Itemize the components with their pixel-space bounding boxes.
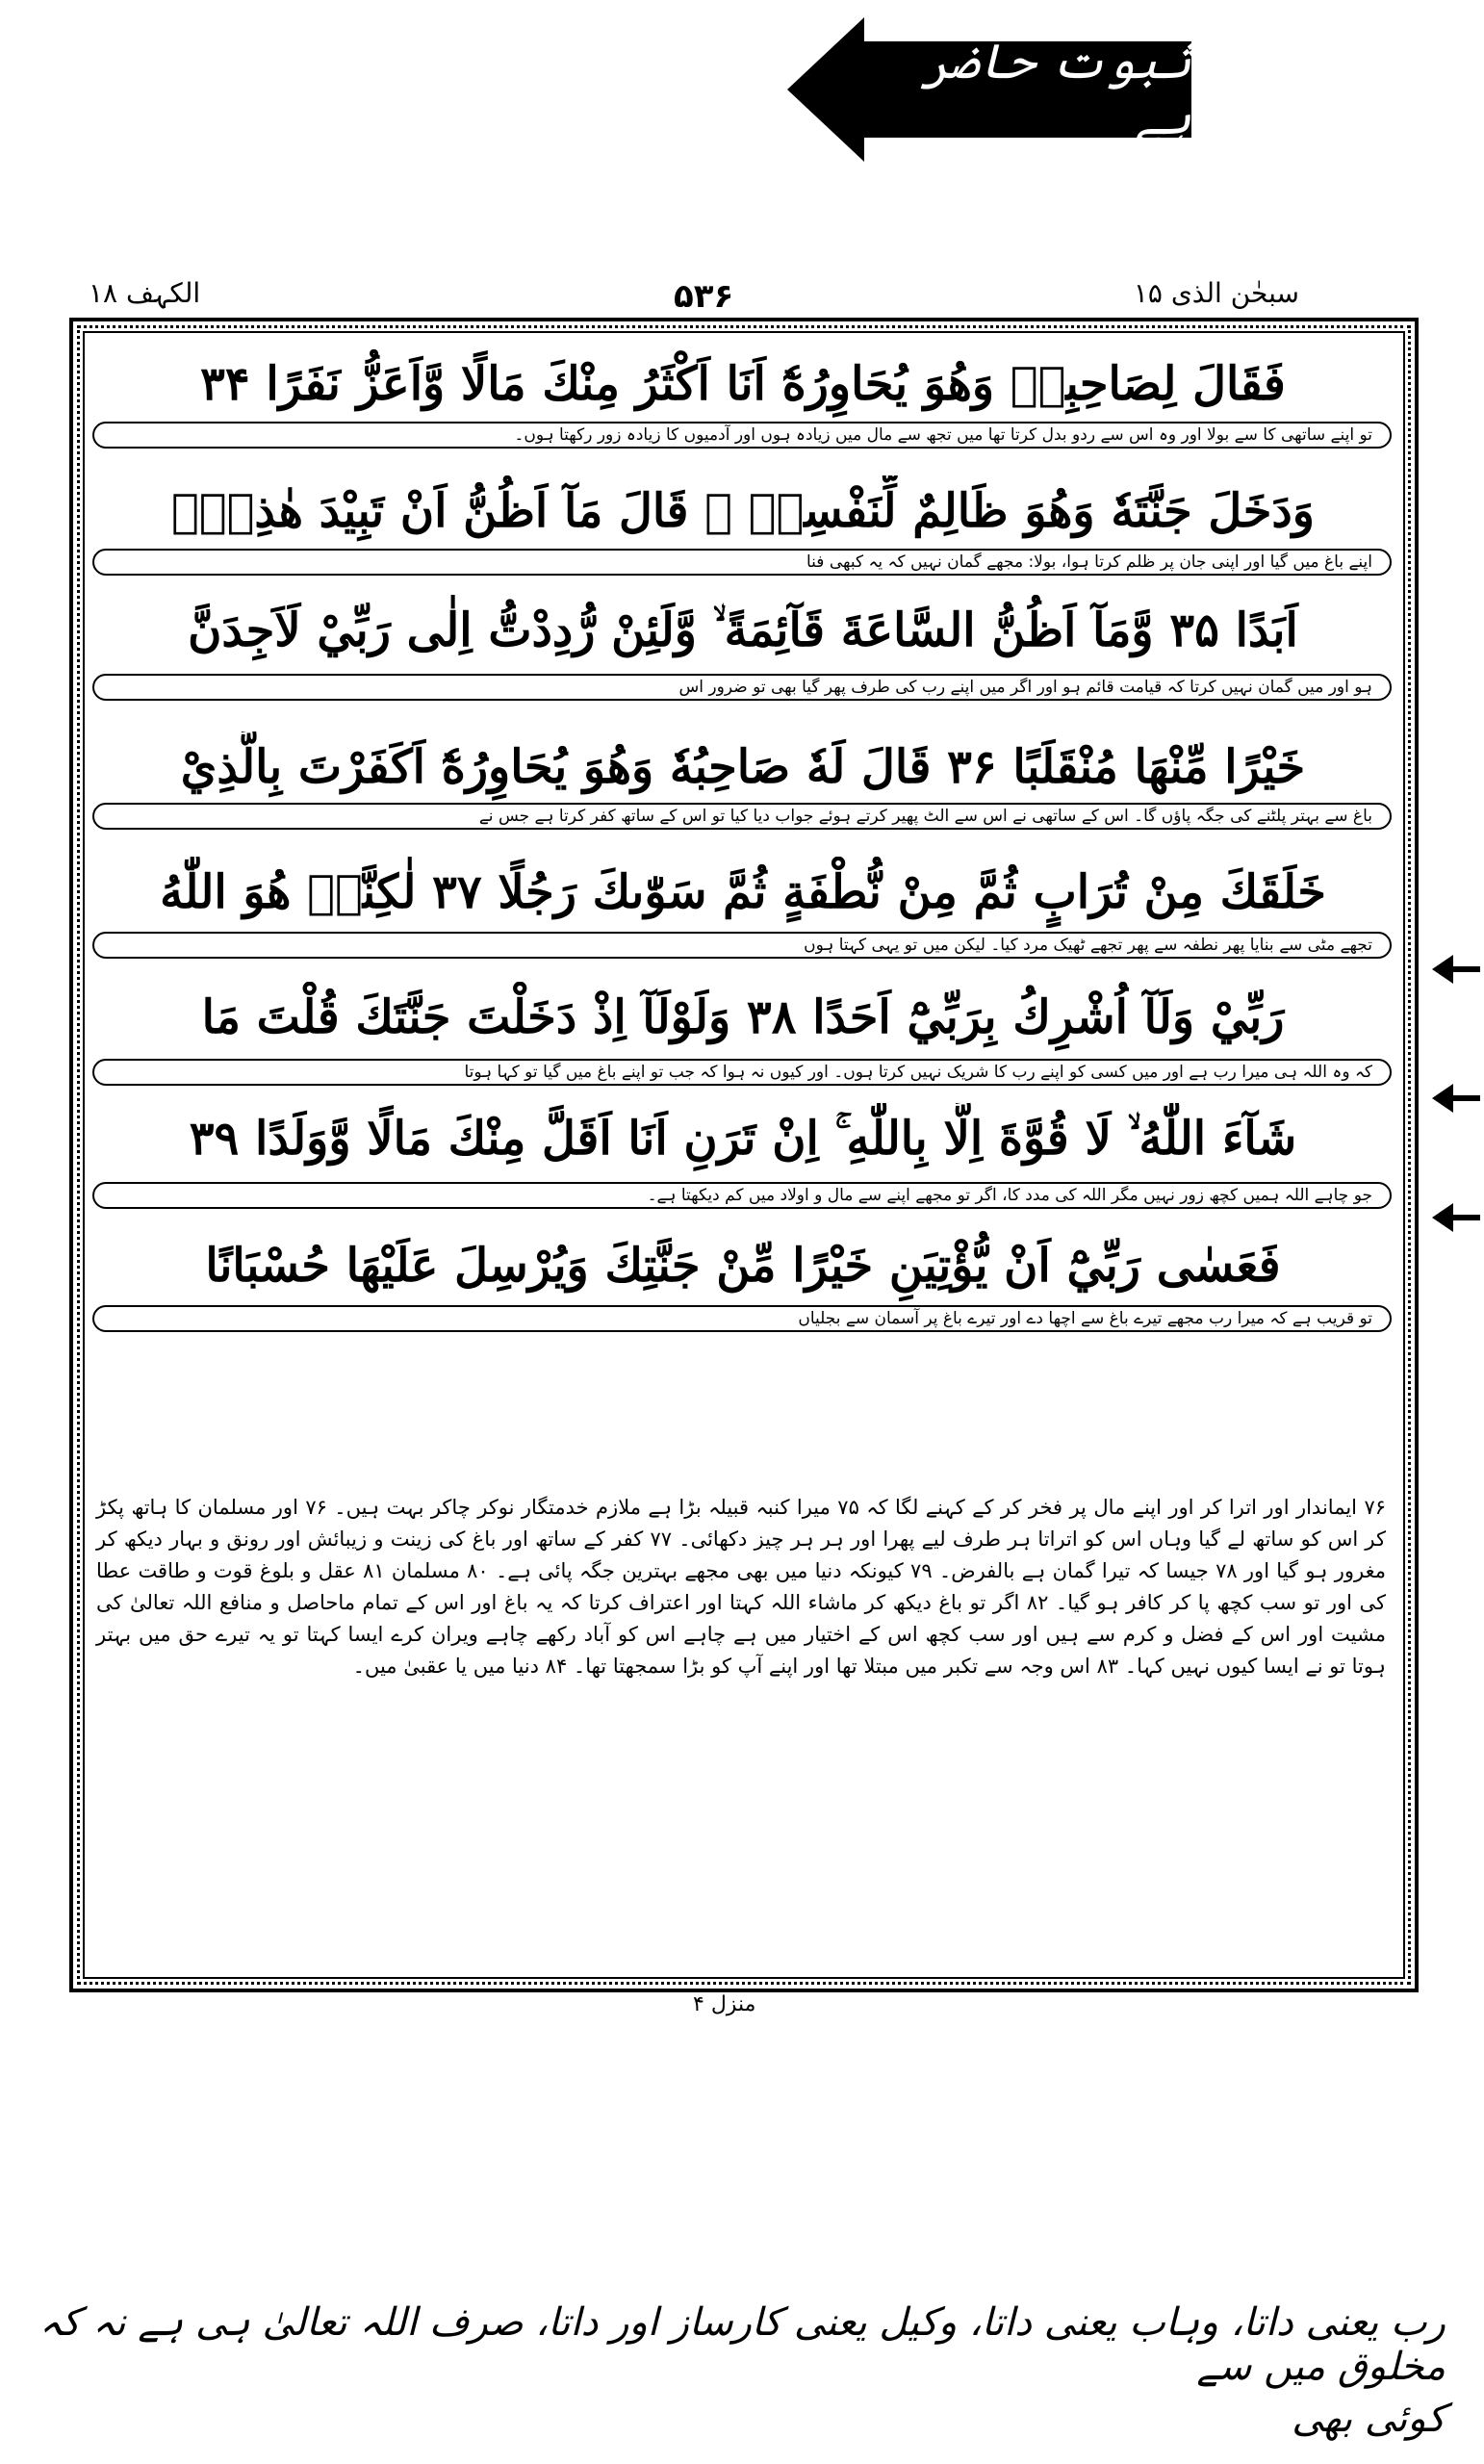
proof-banner bbox=[787, 17, 1191, 162]
translation-line-4: باغ سے بہتر پلٹنے کی جگہ پاؤں گا۔ اس کے ساتھی نے اس سے الٹ پھیر کرتے ہوئے جواب دیا کیا تو اس کے ساتھ کفر کرتا ہے جس نے bbox=[92, 803, 1392, 830]
translation-line-8: تو قریب ہے کہ میرا رب مجھے تیرے باغ سے اچھا دے اور تیرے باغ پر آسمان سے بجلیاں bbox=[92, 1305, 1392, 1332]
commentary-notes bbox=[96, 1492, 1386, 1682]
translation-line-2: اپنے باغ میں گیا اور اپنی جان پر ظلم کرتا ہوا، بولا: مجھے گمان نہیں کہ یہ کبھی فنا bbox=[92, 549, 1392, 576]
banner-text: ثبوت حاضر ہے bbox=[922, 34, 1191, 145]
arabic-line-2: وَدَخَلَ جَنَّتَهٗ وَهُوَ ظَالِمٌ لِّنَفْسِهٖ ۚ قَالَ مَآ اَظُنُّ اَنْ تَبِيْدَ هٰذِهٖٓ bbox=[171, 484, 1315, 538]
arabic-line-5: خَلَقَكَ مِنْ تُرَابٍ ثُمَّ مِنْ نُّطْفَةٍ ثُمَّ سَوّٰىكَ رَجُلًا ۳۷ لٰكِنَّا۟ هُوَ اللّٰهُ bbox=[160, 865, 1326, 919]
pointer-arrow-icon bbox=[1432, 1084, 1480, 1113]
translation-line-5: تجھے مٹی سے بنایا پھر نطفہ سے پھر تجھے ٹھیک مرد کیا۔ لیکن میں تو یہی کہتا ہوں bbox=[92, 932, 1392, 959]
translation-line-1: تو اپنے ساتھی کا سے بولا اور وہ اس سے ردو بدل کرتا تھا میں تجھ سے مال میں زیادہ ہوں اور آدمیوں کا زیادہ زور رکھتا ہوں۔ bbox=[92, 422, 1392, 449]
translation-line-6: کہ وہ اللہ ہی میرا رب ہے اور میں کسی کو اپنے رب کا شریک نہیں کرتا ہوں۔ اور کیوں نہ ہوا کہ جب تو اپنے باغ میں گیا تو کہا ہوتا bbox=[92, 1059, 1392, 1086]
footer-caption-line-2: کوئی بھی bbox=[1292, 2397, 1446, 2441]
arabic-line-8: فَعَسٰى رَبِّيْٓ اَنْ يُّؤْتِيَنِ خَيْرًا مِّنْ جَنَّتِكَ وَيُرْسِلَ عَلَيْهَا حُسْبَانًا bbox=[205, 1239, 1281, 1293]
arabic-line-7: شَآءَ اللّٰهُ ۙ لَا قُوَّةَ اِلَّا بِاللّٰهِ ۚ اِنْ تَرَنِ اَنَا اَقَلَّ مِنْكَ مَالًا وَّوَلَدًا ۳۹ bbox=[189, 1112, 1297, 1166]
page-number: ۵۳۶ bbox=[674, 277, 734, 316]
header-surah: الکہف ۱۸ bbox=[89, 277, 201, 309]
footer-caption-line-1: رب یعنی داتا، وہاب یعنی داتا، وکیل یعنی کارساز اور داتا، صرف اللہ تعالیٰ ہی ہے نہ کہ مخلوق میں سے bbox=[38, 2300, 1446, 2389]
translation-line-3: ہو اور میں گمان نہیں کرتا کہ قیامت قائم ہو اور اگر میں اپنے رب کی طرف پھر گیا بھی تو ضرور اس bbox=[92, 674, 1392, 701]
arabic-line-6: رَبِّيْ وَلَآ اُشْرِكُ بِرَبِّيْٓ اَحَدًا ۳۸ وَلَوْلَآ اِذْ دَخَلْتَ جَنَّتَكَ قُلْتَ مَا bbox=[201, 990, 1285, 1044]
header-juz: سبحٰن الذی ۱۵ bbox=[1133, 277, 1299, 309]
arabic-line-4: خَيْرًا مِّنْهَا مُنْقَلَبًا ۳۶ قَالَ لَهٗ صَاحِبُهٗ وَهُوَ يُحَاوِرُهٗٓ اَكَفَرْتَ بِالَّذِيْ bbox=[180, 740, 1306, 794]
pointer-arrow-icon bbox=[1432, 955, 1480, 984]
arabic-line-1: فَقَالَ لِصَاحِبِهٖ وَهُوَ يُحَاوِرُهٗٓ اَنَا اَكْثَرُ مِنْكَ مَالًا وَّاَعَزُّ نَفَرًا ۳۴ bbox=[200, 357, 1286, 411]
translation-line-7: جو چاہے اللہ ہمیں کچھ زور نہیں مگر اللہ کی مدد کا، اگر تو مجھے اپنے سے مال و اولاد میں کم دیکھتا ہے۔ bbox=[92, 1182, 1392, 1209]
pointer-arrow-icon bbox=[1432, 1203, 1480, 1232]
banner-arrow-head bbox=[787, 17, 864, 162]
commentary-paragraph: ۷۶ ایماندار اور اترا کر اور اپنے مال پر فخر کر کے کہنے لگا کہ ۷۵ میرا کنبہ قبیلہ بڑا ہے ملازم خدمتگار نوکر چاکر بہت ہیں۔ ۷۶ اور مسلمان کا ہاتھ پکڑ کر اس کو ساتھ لے گیا وہاں اس کو اتراتا ہر طرف لیے پھرا اور ہر ہر چیز دکھائی۔ ۷۷ کفر کے ساتھ اور باغ کی زینت و زیبائش اور رونق و بہار دیکھ کر مغرور ہو گیا اور ۷۸ جیسا کہ تیرا گمان ہے بالفرض۔ ۷۹ کیونکہ دنیا میں بھی مجھے بہترین جگہ پائی ہے۔ ۸۰ مسلمان ۸۱ عقل و بلوغ قوت و طاقت عطا کی اور تو سب کچھ پا کر کافر ہو گیا۔ ۸۲ اگر تو باغ دیکھ کر ماشاء اللہ کہتا اور اعتراف کرتا کہ یہ باغ اور اس کے تمام ماحاصل و منافع اللہ تعالیٰ کی مشیت اور اس کے فضل و کرم سے ہیں اور سب کچھ اس کے اختیار میں ہے چاہے اس کو آباد رکھے چاہے ویران کرے ایسا کہتا تو یہ تیرے حق میں بہتر ہوتا تو نے ایسا کیوں نہیں کہا۔ ۸۳ اس وجہ سے تکبر میں مبتلا تھا اور اپنے آپ کو بڑا سمجھتا تھا۔ ۸۴ دنیا میں یا عقبیٰ میں۔ bbox=[96, 1496, 1387, 1678]
arabic-line-3: اَبَدًا ۳۵ وَّمَآ اَظُنُّ السَّاعَةَ قَآئِمَةً ۙ وَّلَئِنْ رُّدِدْتُّ اِلٰى رَبِّيْ لَاَجِدَنَّ bbox=[188, 603, 1298, 657]
manzil-marker: منزل ۴ bbox=[693, 1992, 756, 2016]
